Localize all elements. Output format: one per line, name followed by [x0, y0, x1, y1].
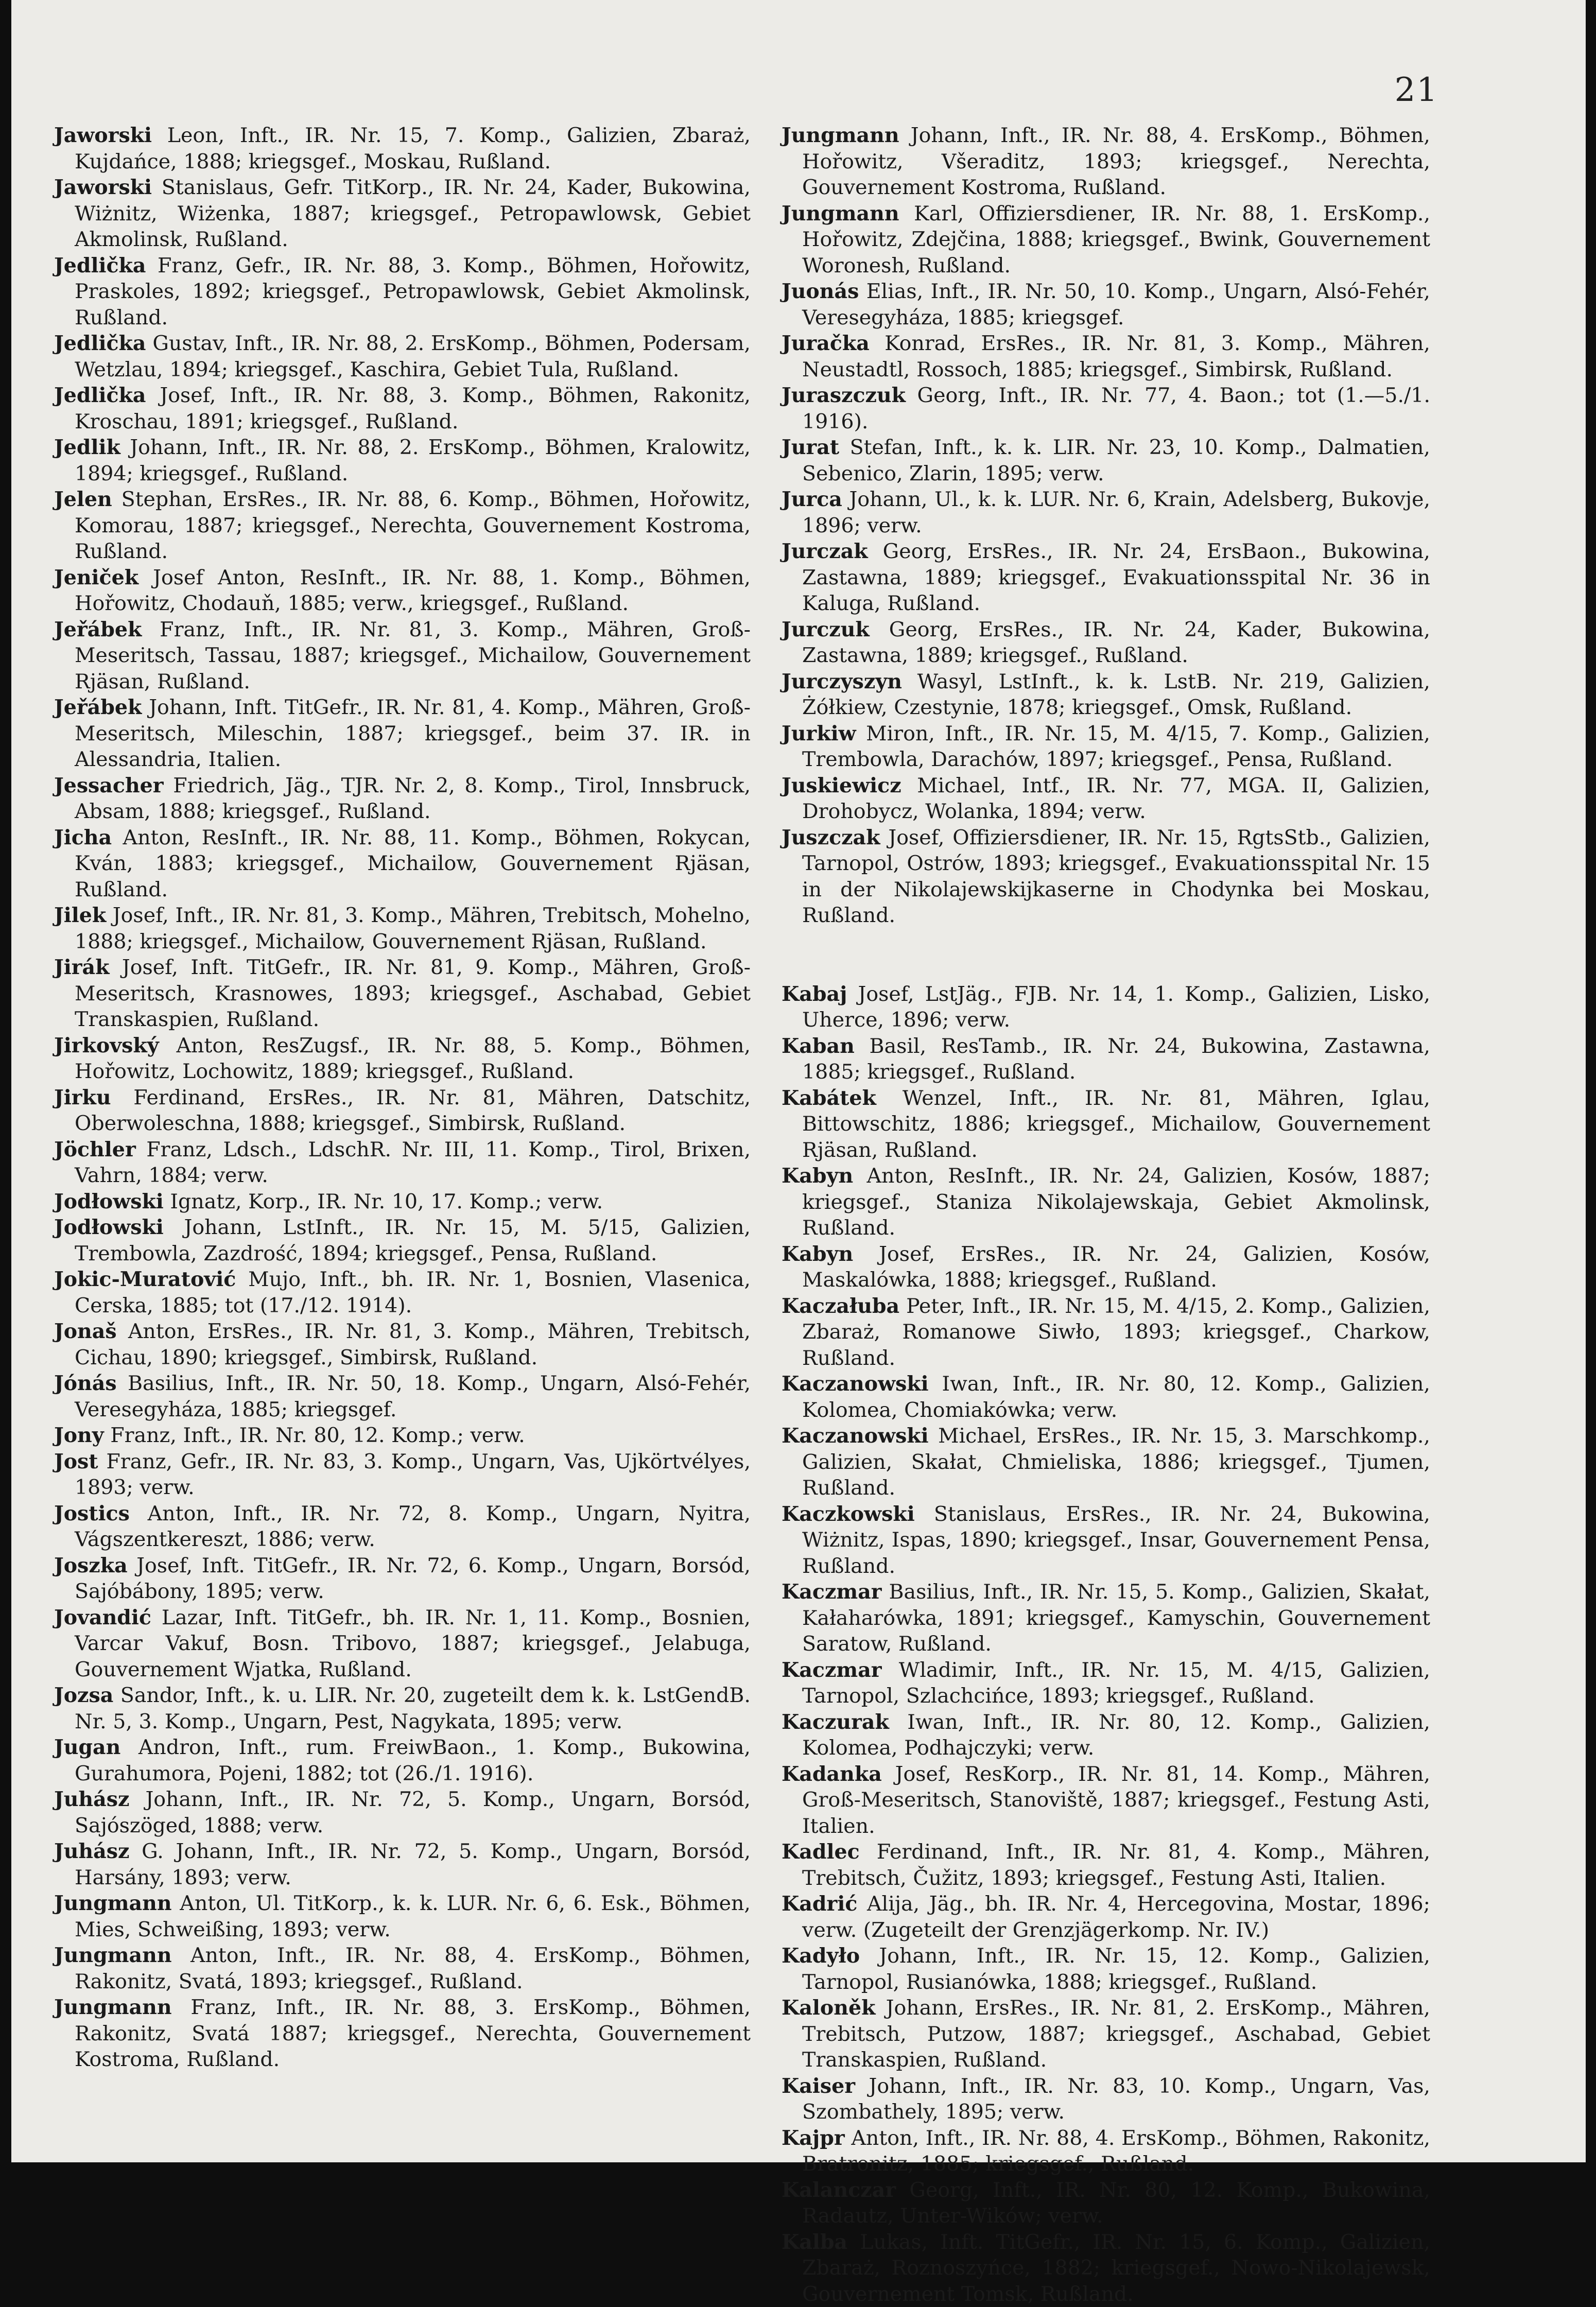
entry-surname: Jeniček [54, 566, 138, 589]
roster-entry [782, 2229, 1430, 2307]
entry-details: G. Johann, Inft., IR. Nr. 72, 5. Komp., Ungarn, Borsód, Harsány, 1893; verw. [75, 1840, 751, 1889]
roster-entry [782, 1709, 1430, 1761]
entry-details: Gustav, Inft., IR. Nr. 88, 2. ErsKomp., Böhmen, Podersam, Wetzlau, 1894; kriegsgef., Kaschira, Gebiet Tula, Rußland. [75, 332, 751, 381]
entry-details: Josef, Inft. TitGefr., IR. Nr. 72, 6. Komp., Ungarn, Borsód, Sajóbábony, 1895; verw. [75, 1554, 751, 1604]
entry-details: Stanislaus, ErsRes., IR. Nr. 24, Bukowina, Wiżnitz, Ispas, 1890; kriegsgef., Insar, Gouvernement Pensa, Rußland. [802, 1502, 1430, 1578]
entry-details: Friedrich, Jäg., TJR. Nr. 2, 8. Komp., Tirol, Innsbruck, Absam, 1888; kriegsgef., Rußland. [75, 774, 751, 824]
roster-entry [782, 1163, 1430, 1241]
entry-surname: Jurkiw [782, 722, 856, 745]
roster-entry [54, 383, 751, 435]
entry-surname: Jurat [782, 436, 839, 459]
entry-surname: Jodłowski [54, 1190, 164, 1213]
entry-surname: Juhász [54, 1840, 129, 1863]
roster-entry [54, 617, 751, 695]
entry-details: Ignatz, Korp., IR. Nr. 10, 17. Komp.; verw. [164, 1190, 603, 1213]
entry-details: Stefan, Inft., k. k. LIR. Nr. 23, 10. Komp., Dalmatien, Sebenico, Zlarin, 1895; verw. [802, 436, 1430, 485]
entry-surname: Jugan [54, 1736, 120, 1759]
entry-surname: Juračka [782, 332, 870, 355]
roster-entry [782, 773, 1430, 825]
roster-entry [54, 1994, 751, 2073]
entry-details: Josef, LstJäg., FJB. Nr. 14, 1. Komp., Galizien, Lisko, Uherce, 1896; verw. [802, 982, 1430, 1032]
entry-surname: Kaczmar [782, 1580, 882, 1604]
entry-surname: Jessacher [54, 774, 164, 797]
entry-surname: Kaczanowski [782, 1372, 929, 1396]
roster-entry [54, 1682, 751, 1734]
roster-entry [54, 1942, 751, 1994]
entry-surname: Jony [54, 1424, 104, 1447]
entry-details: Josef, Inft., IR. Nr. 88, 3. Komp., Böhmen, Rakonitz, Kroschau, 1891; kriegsgef., Rußland. [75, 384, 751, 433]
roster-entry [782, 435, 1430, 487]
entry-surname: Kabátek [782, 1086, 876, 1110]
entry-details: Ferdinand, Inft., IR. Nr. 81, 4. Komp., Mähren, Trebitsch, Čužitz, 1893; kriegsgef., Festung Asti, Italien. [802, 1840, 1430, 1890]
entry-details: Franz, Inft., IR. Nr. 88, 3. ErsKomp., Böhmen, Rakonitz, Svatá 1887; kriegsgef., Nerechta, Gouvernement Kostroma, Rußland. [75, 1996, 751, 2071]
entry-surname: Juraszczuk [782, 384, 906, 407]
entry-details: Andron, Inft., rum. FreiwBaon., 1. Komp., Bukowina, Gurahumora, Pojeni, 1882; tot (26./1. 1916). [75, 1736, 751, 1785]
roster-entry [782, 825, 1430, 929]
roster-entry [782, 981, 1430, 1033]
roster-entry [54, 123, 751, 175]
roster-entry [782, 1579, 1430, 1657]
roster-entry [782, 721, 1430, 773]
entry-details: Georg, ErsRes., IR. Nr. 24, Kader, Bukowina, Zastawna, 1889; kriegsgef., Rußland. [802, 618, 1430, 668]
roster-entry [54, 1215, 751, 1267]
entry-details: Georg, Inft., IR. Nr. 80, 12. Komp., Bukowina, Radautz, Unter-Wików; verw. [802, 2178, 1430, 2228]
left-column [54, 123, 751, 2073]
entry-surname: Jirák [54, 956, 109, 979]
entry-details: Georg, ErsRes., IR. Nr. 24, ErsBaon., Bukowina, Zastawna, 1889; kriegsgef., Evakuationsspital Nr. 36 in Kaluga, Rußland. [802, 540, 1430, 615]
entry-details: Anton, Inft., IR. Nr. 88, 4. ErsKomp., Böhmen, Rakonitz, Svatá, 1893; kriegsgef., Rußland. [75, 1944, 751, 1993]
roster-entry [54, 1371, 751, 1423]
roster-entry [782, 123, 1430, 201]
roster-entry [54, 773, 751, 825]
roster-entry [782, 617, 1430, 669]
entry-surname: Kadyło [782, 1944, 860, 1968]
entry-details: Josef, Inft. TitGefr., IR. Nr. 81, 9. Komp., Mähren, Groß-Meseritsch, Krasnowes, 1893; kriegsgef., Aschabad, Gebiet Transkaspien, Rußland. [75, 956, 751, 1031]
entry-details: Alija, Jäg., bh. IR. Nr. 4, Hercegovina, Mostar, 1896; verw. (Zugeteilt der Grenzjägerkomp. Nr. IV.) [802, 1892, 1430, 1942]
entry-details: Stephan, ErsRes., IR. Nr. 88, 6. Komp., Böhmen, Hořowitz, Komorau, 1887; kriegsgef., Nerechta, Gouvernement Kostroma, Rußland. [75, 488, 751, 563]
entry-surname: Kajpr [782, 2126, 845, 2150]
entry-details: Michael, ErsRes., IR. Nr. 15, 3. Marschkomp., Galizien, Skałat, Chmieliska, 1886; kriegsgef., Tjumen, Rußland. [802, 1424, 1430, 1500]
roster-entry [54, 1605, 751, 1683]
entry-details: Franz, Inft., IR. Nr. 81, 3. Komp., Mähren, Groß-Meseritsch, Tassau, 1887; kriegsgef., Michailow, Gouvernement Rjäsan, Rußland. [75, 618, 751, 693]
roster-entry [54, 903, 751, 955]
entry-details: Johann, LstInft., IR. Nr. 15, M. 5/15, Galizien, Trembowla, Zazdrość, 1894; kriegsgef., Pensa, Rußland. [75, 1216, 751, 1265]
entry-details: Leon, Inft., IR. Nr. 15, 7. Komp., Galizien, Zbaraż, Kujdańce, 1888; kriegsgef., Moskau, Rußland. [75, 124, 751, 174]
entry-surname: Jungmann [54, 1996, 172, 2019]
right-column-j-entries [782, 123, 1430, 929]
roster-entry [54, 1137, 751, 1189]
roster-entry [54, 175, 751, 253]
entry-surname: Jedlička [54, 254, 146, 277]
entry-surname: Jelen [54, 488, 112, 511]
roster-entry [54, 331, 751, 383]
entry-details: Anton, Ul. TitKorp., k. k. LUR. Nr. 6, 6. Esk., Böhmen, Mies, Schweißing, 1893; verw. [75, 1892, 751, 1941]
roster-entry [782, 331, 1430, 383]
entry-details: Anton, Inft., IR. Nr. 72, 8. Komp., Ungarn, Nyitra, Vágszentkereszt, 1886; verw. [75, 1502, 751, 1552]
roster-entry [782, 1839, 1430, 1891]
entry-surname: Kadrić [782, 1892, 857, 1916]
entry-surname: Jaworski [54, 176, 152, 199]
entry-details: Anton, ResInft., IR. Nr. 88, 11. Komp., Böhmen, Rokycan, Kván, 1883; kriegsgef., Michailow, Gouvernement Rjäsan, Rußland. [75, 826, 751, 901]
roster-entry [782, 1657, 1430, 1709]
entry-details: Josef Anton, ResInft., IR. Nr. 88, 1. Komp., Böhmen, Hořowitz, Chodauň, 1885; verw., kriegsgef., Rußland. [75, 566, 751, 616]
roster-entry [54, 487, 751, 565]
roster-entry [54, 1033, 751, 1085]
roster-entry [782, 2177, 1430, 2229]
entry-details: Basil, ResTamb., IR. Nr. 24, Bukowina, Zastawna, 1885; kriegsgef., Rußland. [802, 1034, 1430, 1084]
entry-details: Johann, Inft., IR. Nr. 88, 4. ErsKomp., Böhmen, Hořowitz, Všeraditz, 1893; kriegsgef., Nerechta, Gouvernement Kostroma, Rußland. [802, 124, 1430, 199]
entry-details: Anton, ResZugsf., IR. Nr. 88, 5. Komp., Böhmen, Hořowitz, Lochowitz, 1889; kriegsgef., Rußland. [75, 1034, 751, 1084]
roster-entry [54, 695, 751, 773]
entry-surname: Kaloněk [782, 1996, 876, 2020]
entry-surname: Kaczmar [782, 1658, 882, 1682]
roster-entry [54, 1890, 751, 1942]
entry-details: Lukas, Inft. TitGefr., IR. Nr. 15, 6. Komp., Galizien, Zbaraż, Roznoszyńce, 1882; kriegsgef., Nowo-Nikolajewsk, Gouvernement Tomsk, Rußland. [802, 2230, 1430, 2306]
entry-details: Sandor, Inft., k. u. LIR. Nr. 20, zugeteilt dem k. k. LstGendB. Nr. 5, 3. Komp., Ungarn, Pest, Nagykata, 1895; verw. [75, 1684, 751, 1733]
entry-details: Lazar, Inft. TitGefr., bh. IR. Nr. 1, 11. Komp., Bosnien, Varcar Vakuf, Bosn. Tribovo, 1887; kriegsgef., Jelabuga, Gouvernement Wjatka, Rußland. [75, 1606, 751, 1681]
entry-details: Josef, ResKorp., IR. Nr. 81, 14. Komp., Mähren, Groß-Meseritsch, Stanoviště, 1887; kriegsgef., Festung Asti, Italien. [802, 1762, 1430, 1838]
entry-details: Elias, Inft., IR. Nr. 50, 10. Komp., Ungarn, Alsó-Fehér, Veresegyháza, 1885; kriegsgef. [802, 280, 1430, 329]
roster-entry [54, 1267, 751, 1319]
entry-surname: Jonaš [54, 1320, 117, 1343]
entry-surname: Jirku [54, 1086, 111, 1109]
entry-details: Iwan, Inft., IR. Nr. 80, 12. Komp., Galizien, Kolomea, Chomiakówka; verw. [802, 1372, 1430, 1422]
entry-surname: Jeřábek [54, 618, 142, 641]
right-column-k-entries [782, 981, 1430, 2307]
roster-entry [54, 1423, 751, 1449]
roster-entry [782, 1371, 1430, 1423]
entry-surname: Jurca [782, 488, 842, 511]
roster-entry [54, 1189, 751, 1215]
roster-entry [782, 1293, 1430, 1372]
entry-details: Georg, Inft., IR. Nr. 77, 4. Baon.; tot (1.—5./1. 1916). [802, 384, 1430, 433]
roster-entry [54, 1085, 751, 1137]
entry-details: Josef, Offiziersdiener, IR. Nr. 15, RgtsStb., Galizien, Tarnopol, Ostrów, 1893; kriegsgef., Evakuationsspital Nr. 15 in der Nikolajewskijkaserne in Chodynka bei Moskau, Rußland. [802, 826, 1430, 928]
entry-details: Wasyl, LstInft., k. k. LstB. Nr. 219, Galizien, Żółkiew, Czestynie, 1878; kriegsgef., Omsk, Rußland. [802, 670, 1430, 720]
roster-entry [54, 1501, 751, 1553]
entry-surname: Kadlec [782, 1840, 860, 1864]
entry-details: Franz, Inft., IR. Nr. 80, 12. Komp.; verw. [104, 1424, 525, 1447]
entry-details: Johann, Ul., k. k. LUR. Nr. 6, Krain, Adelsberg, Bukovje, 1896; verw. [802, 488, 1430, 537]
entry-details: Johann, Inft., IR. Nr. 83, 10. Komp., Ungarn, Vas, Szombathely, 1895; verw. [802, 2074, 1430, 2124]
entry-details: Konrad, ErsRes., IR. Nr. 81, 3. Komp., Mähren, Neustadtl, Rossoch, 1885; kriegsgef., Simbirsk, Rußland. [802, 332, 1430, 381]
page-number: 21 [1366, 71, 1438, 109]
roster-entry [54, 1734, 751, 1786]
roster-entry [782, 539, 1430, 617]
entry-surname: Jovandić [54, 1606, 151, 1629]
entry-details: Franz, Gefr., IR. Nr. 88, 3. Komp., Böhmen, Hořowitz, Praskoles, 1892; kriegsgef., Petropawlowsk, Gebiet Akmolinsk, Rußland. [75, 254, 751, 329]
roster-entry [782, 2073, 1430, 2125]
roster-entry [782, 383, 1430, 435]
entry-details: Wenzel, Inft., IR. Nr. 81, Mähren, Iglau, Bittowschitz, 1886; kriegsgef., Michailow, Gouvernement Rjäsan, Rußland. [802, 1086, 1430, 1162]
entry-surname: Juonás [782, 280, 859, 303]
entry-surname: Kaczanowski [782, 1424, 929, 1448]
entry-details: Basilius, Inft., IR. Nr. 15, 5. Komp., Galizien, Skałat, Kałaharówka, 1891; kriegsgef., Kamyschin, Gouvernement Saratow, Rußland. [802, 1580, 1430, 1656]
entry-details: Basilius, Inft., IR. Nr. 50, 18. Komp., Ungarn, Alsó-Fehér, Veresegyháza, 1885; kriegsgef. [75, 1372, 751, 1421]
entry-details: Josef, Inft., IR. Nr. 81, 3. Komp., Mähren, Trebitsch, Mohelno, 1888; kriegsgef., Michailow, Gouvernement Rjäsan, Rußland. [75, 904, 751, 953]
roster-entry [782, 279, 1430, 331]
entry-details: Franz, Ldsch., LdschR. Nr. III, 11. Komp., Tirol, Brixen, Vahrn, 1884; verw. [75, 1138, 751, 1188]
entry-details: Johann, Inft., IR. Nr. 72, 5. Komp., Ungarn, Borsód, Sajószöged, 1888; verw. [75, 1788, 751, 1837]
entry-details: Ferdinand, ErsRes., IR. Nr. 81, Mähren, Datschitz, Oberwoleschna, 1888; kriegsgef., Simbirsk, Rußland. [75, 1086, 751, 1136]
entry-surname: Jeřábek [54, 696, 142, 719]
entry-surname: Jedlik [54, 436, 120, 459]
entry-surname: Jozsa [54, 1684, 113, 1707]
entry-surname: Joszka [54, 1554, 128, 1577]
entry-surname: Kaban [782, 1034, 855, 1058]
entry-surname: Jodłowski [54, 1216, 164, 1239]
entry-surname: Jónás [54, 1372, 117, 1395]
entry-surname: Juskiewicz [782, 774, 901, 797]
entry-surname: Jicha [54, 826, 112, 849]
roster-entry [54, 1449, 751, 1501]
roster-entry [54, 1786, 751, 1838]
roster-entry [54, 1838, 751, 1890]
entry-surname: Jurczak [782, 540, 868, 563]
entry-surname: Jungmann [54, 1944, 172, 1967]
entry-surname: Jedlička [54, 332, 146, 355]
entry-details: Stanislaus, Gefr. TitKorp., IR. Nr. 24, Kader, Bukowina, Wiżnitz, Wiżenka, 1887; kriegsgef., Petropawlowsk, Gebiet Akmolinsk, Rußland. [75, 176, 751, 251]
entry-details: Karl, Offiziersdiener, IR. Nr. 88, 1. ErsKomp., Hořowitz, Zdejčina, 1888; kriegsgef., Bwink, Gouvernement Woronesh, Rußland. [802, 202, 1430, 277]
entry-surname: Kalanczar [782, 2178, 896, 2202]
entry-surname: Jilek [54, 904, 106, 927]
roster-entry [782, 1943, 1430, 1995]
entry-details: Peter, Inft., IR. Nr. 15, M. 4/15, 2. Komp., Galizien, Zbaraż, Romanowe Siwło, 1893; kriegsgef., Charkow, Rußland. [802, 1294, 1430, 1370]
entry-surname: Kaczurak [782, 1710, 889, 1734]
entry-surname: Kaczkowski [782, 1502, 915, 1526]
entry-details: Wladimir, Inft., IR. Nr. 15, M. 4/15, Galizien, Tarnopol, Szlachcińce, 1893; kriegsgef., Rußland. [802, 1658, 1430, 1708]
roster-entry [54, 565, 751, 617]
roster-entry [54, 253, 751, 331]
roster-entry [782, 1995, 1430, 2073]
entry-details: Anton, ResInft., IR. Nr. 24, Galizien, Kosów, 1887; kriegsgef., Staniza Nikolajewskaja, Gebiet Akmolinsk, Rußland. [802, 1164, 1430, 1240]
entry-surname: Juszczak [782, 826, 880, 849]
entry-surname: Jungmann [782, 202, 899, 226]
entry-details: Michael, Intf., IR. Nr. 77, MGA. II, Galizien, Drohobycz, Wolanka, 1894; verw. [802, 774, 1430, 824]
roster-entry [782, 1033, 1430, 1085]
entry-details: Anton, ErsRes., IR. Nr. 81, 3. Komp., Mähren, Trebitsch, Cichau, 1890; kriegsgef., Simbirsk, Rußland. [75, 1320, 751, 1369]
entry-surname: Jungmann [54, 1892, 172, 1915]
entry-surname: Jöchler [54, 1138, 136, 1161]
entry-surname: Kabyn [782, 1242, 853, 1266]
roster-entry [54, 1553, 751, 1605]
entry-details: Johann, Inft., IR. Nr. 88, 2. ErsKomp., Böhmen, Kralowitz, 1894; kriegsgef., Rußland. [75, 436, 751, 485]
roster-entry [54, 955, 751, 1033]
roster-entry [782, 487, 1430, 539]
entry-details: Franz, Gefr., IR. Nr. 83, 3. Komp., Ungarn, Vas, Ujkörtvélyes, 1893; verw. [75, 1450, 751, 1500]
roster-entry [782, 2125, 1430, 2177]
roster-entry [782, 1891, 1430, 1943]
entry-surname: Jostics [54, 1502, 130, 1525]
roster-entry [782, 1501, 1430, 1580]
entry-surname: Jaworski [54, 124, 152, 147]
roster-entry [54, 1319, 751, 1371]
entry-details: Miron, Inft., IR. Nr. 15, M. 4/15, 7. Komp., Galizien, Trembowla, Darachów, 1897; kriegsgef., Pensa, Rußland. [802, 722, 1430, 772]
roster-entry [782, 1085, 1430, 1164]
right-column [782, 123, 1430, 2307]
entry-details: Josef, ErsRes., IR. Nr. 24, Galizien, Kosów, Maskalówka, 1888; kriegsgef., Rußland. [802, 1242, 1430, 1292]
entry-surname: Jungmann [782, 124, 899, 147]
entry-surname: Kadanka [782, 1762, 882, 1786]
entry-surname: Kaiser [782, 2074, 855, 2098]
entry-details: Johann, ErsRes., IR. Nr. 81, 2. ErsKomp., Mähren, Trebitsch, Putzow, 1887; kriegsgef., Aschabad, Gebiet Transkaspien, Rußland. [802, 1996, 1430, 2072]
entry-details: Johann, Inft. TitGefr., IR. Nr. 81, 4. Komp., Mähren, Groß-Meseritsch, Mileschin, 1887; kriegsgef., beim 37. IR. in Alessandria, Italien. [75, 696, 751, 771]
entry-surname: Kalba [782, 2230, 847, 2254]
entry-surname: Jokic-Muratović [54, 1268, 236, 1291]
entry-surname: Jurczuk [782, 618, 870, 641]
roster-entry [54, 825, 751, 903]
entry-details: Mujo, Inft., bh. IR. Nr. 1, Bosnien, Vlasenica, Cerska, 1885; tot (17./12. 1914). [75, 1268, 751, 1317]
roster-entry [782, 1241, 1430, 1293]
roster-entry [782, 1761, 1430, 1840]
entry-details: Johann, Inft., IR. Nr. 15, 12. Komp., Galizien, Tarnopol, Rusianówka, 1888; kriegsgef., Rußland. [802, 1944, 1430, 1994]
entry-surname: Jedlička [54, 384, 146, 407]
entry-surname: Jurczyszyn [782, 670, 902, 693]
roster-entry [54, 435, 751, 487]
entry-surname: Kabyn [782, 1164, 853, 1188]
document-page [11, 0, 1586, 2162]
entry-surname: Jost [54, 1450, 98, 1473]
roster-entry [782, 201, 1430, 279]
entry-surname: Kaczałuba [782, 1294, 899, 1318]
entry-surname: Juhász [54, 1788, 129, 1811]
roster-entry [782, 669, 1430, 721]
entry-surname: Jirkovský [54, 1034, 159, 1057]
roster-entry [782, 1423, 1430, 1501]
section-gap [782, 929, 1430, 981]
entry-details: Anton, Inft., IR. Nr. 88, 4. ErsKomp., Böhmen, Rakonitz, Bratronitz, 1885; kriegsgef., Rußland. [802, 2126, 1430, 2176]
entry-details: Iwan, Inft., IR. Nr. 80, 12. Komp., Galizien, Kolomea, Podhajczyki; verw. [802, 1710, 1430, 1760]
entry-surname: Kabaj [782, 982, 847, 1006]
